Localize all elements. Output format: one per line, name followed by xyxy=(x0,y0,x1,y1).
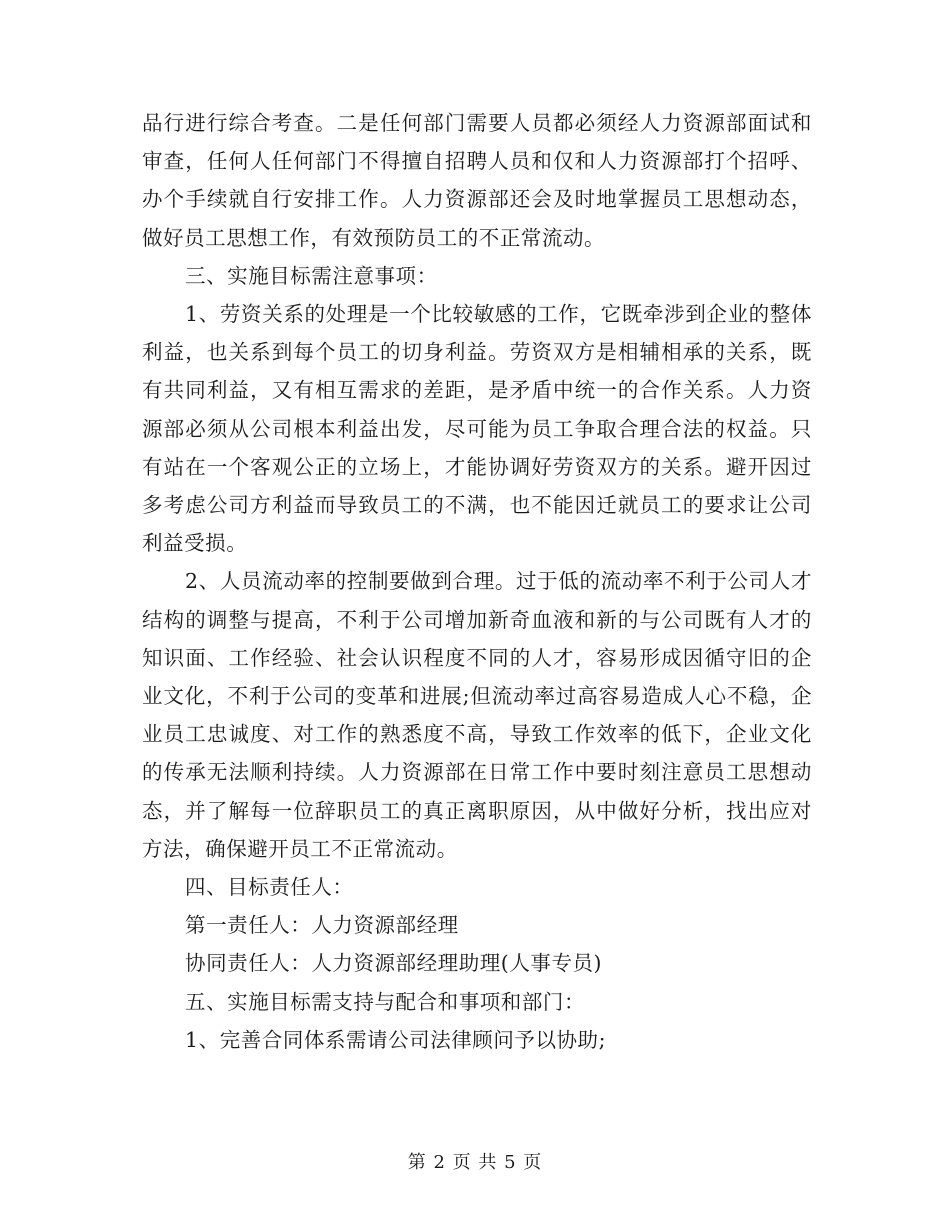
support-item-1: 1、完善合同体系需请公司法律顾问予以协助; xyxy=(185,1027,607,1052)
document-body xyxy=(142,104,812,1059)
section-heading-3: 三、实施目标需注意事项： xyxy=(185,263,438,288)
co-responsible-line: 协同责任人：人力资源部经理助理(人事专员) xyxy=(185,951,603,976)
paragraph-item-1: 1、劳资关系的处理是一个比较敏感的工作，它既牵涉到企业的整体利益，也关系到每个员工的切身利益。劳资双方是相辅相承的关系，既有共同利益，又有相互需求的差距，是矛盾中统一的合作关系。人力资源部必须从公司根本利益出发，尽可能为员工争取合理合法的权益。只有站在一个客观公正的立场上，才能协调好劳资双方的关系。避开因过多考虑公司方利益而导致员工的不满，也不能因迁就员工的要求让公司利益受损。 xyxy=(142,302,812,556)
paragraph-continuation: 品行进行综合考查。二是任何部门需要人员都必须经人力资源部面试和审查，任何人任何部门不得擅自招聘人员和仅和人力资源部打个招呼、办个手续就自行安排工作。人力资源部还会及时地掌握员工思想动态，做好员工思想工作，有效预防员工的不正常流动。 xyxy=(142,111,812,250)
section-heading-5: 五、实施目标需支持与配合和事项和部门： xyxy=(185,989,585,1014)
primary-responsible-line: 第一责任人：人力资源部经理 xyxy=(185,913,459,938)
paragraph-item-2: 2、人员流动率的控制要做到合理。过于低的流动率不利于公司人才结构的调整与提高，不利于公司增加新奇血液和新的与公司既有人才的知识面、工作经验、社会认识程度不同的人才，容易形成因循守旧的企业文化，不利于公司的变革和进展;但流动率过高容易造成人心不稳，企业员工忠诚度、对工作的熟悉度不高，导致工作效率的低下，企业文化的传承无法顺利持续。人力资源部在日常工作中要时刻注意员工思想动态，并了解每一位辞职员工的真正离职原因，从中做好分析，找出应对方法，确保避开员工不正常流动。 xyxy=(142,569,812,861)
section-heading-4: 四、目标责任人： xyxy=(185,875,354,900)
page-number-footer: 第 2 页 共 5 页 xyxy=(407,1152,543,1173)
